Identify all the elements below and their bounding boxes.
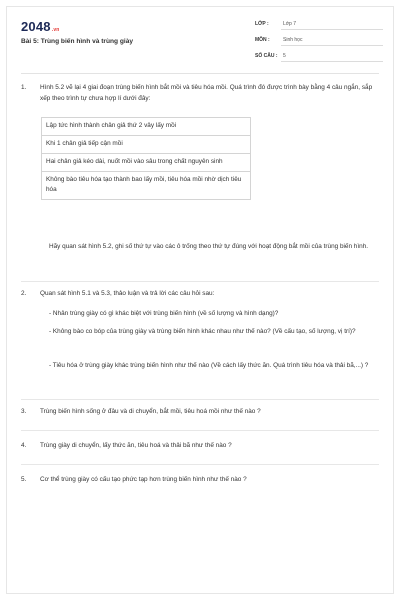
meta-class bbox=[255, 17, 383, 31]
question-2-sub-2: - Không bào co bóp của trùng giày và trùng biến hình khác nhau như thế nào? (Về cấu tạo, số lượng, vị trí)? bbox=[49, 328, 356, 335]
question-number: 5. bbox=[21, 476, 27, 483]
section-divider bbox=[21, 399, 379, 400]
meta-class-underline bbox=[281, 29, 383, 30]
question-1 bbox=[21, 83, 375, 104]
question-2-sub-1: - Nhân trùng giày có gì khác biệt với trùng biến hình (về số lượng và hình dạng)? bbox=[49, 310, 279, 317]
question-text: Trùng biến hình sống ở đâu và di chuyển, bắt mồi, tiêu hoá mồi như thế nào ? bbox=[40, 408, 261, 415]
question-number: 4. bbox=[21, 442, 27, 449]
section-divider bbox=[21, 430, 379, 431]
meta-subject bbox=[255, 33, 383, 47]
meta-class-value: Lớp 7 bbox=[283, 21, 297, 27]
question-2 bbox=[21, 289, 375, 300]
section-divider bbox=[21, 281, 379, 282]
table-row: Khi 1 chân giả tiếp cận mồi bbox=[42, 136, 250, 154]
question-text: Trùng giày di chuyển, lấy thức ăn, tiêu hoá và thải bã như thế nào ? bbox=[40, 442, 232, 449]
meta-subject-underline bbox=[281, 45, 383, 46]
meta-count-underline bbox=[281, 61, 383, 62]
question-number: 3. bbox=[21, 408, 27, 415]
lesson-title: Bài 5: Trùng biến hình và trùng giày bbox=[21, 38, 134, 45]
question-number: 2. bbox=[21, 290, 27, 297]
question-text: Quan sát hình 5.1 và 5.3, thảo luận và trả lời các câu hỏi sau: bbox=[40, 290, 215, 297]
meta-subject-value: Sinh học bbox=[283, 37, 303, 43]
question-text: Hình 5.2 vẽ lại 4 giai đoạn trùng biến hình bắt mồi và tiêu hóa mồi. Quá trình đó được trình bày bằng 4 câu ngắn, sắp xếp theo trình tự chưa hợp lí dưới đây: bbox=[40, 84, 373, 102]
question-4 bbox=[21, 441, 375, 452]
meta-subject-label: MÔN : bbox=[255, 37, 270, 43]
sequence-table bbox=[41, 117, 251, 200]
meta-class-label: LỚP : bbox=[255, 21, 269, 27]
question-1-followup: Hãy quan sát hình 5.2, ghi số thứ tự vào các ô trống theo thứ tự đúng với hoạt động bắt mồi của trùng biến hình. bbox=[49, 243, 369, 250]
meta-count-value: 5 bbox=[283, 53, 286, 59]
worksheet-header bbox=[7, 7, 393, 73]
meta-count bbox=[255, 49, 383, 63]
table-row: Hai chân giả kéo dài, nuốt mồi vào sâu trong chất nguyên sinh bbox=[42, 154, 250, 172]
site-logo[interactable]: 2048.vn bbox=[21, 19, 60, 34]
question-number: 1. bbox=[21, 84, 27, 91]
table-row: Không bào tiêu hóa tạo thành bao lấy mồi, tiêu hóa mồi nhờ dịch tiêu hóa bbox=[46, 176, 242, 193]
question-2-sub-3: - Tiêu hóa ở trùng giày khác trùng biến hình như thế nào (Về cách lấy thức ăn. Quá trình tiêu hóa và thải bã,...) ? bbox=[49, 362, 369, 369]
header-divider bbox=[21, 73, 379, 74]
section-divider bbox=[21, 464, 379, 465]
worksheet-page bbox=[6, 6, 394, 594]
question-text: Cơ thể trùng giày có cấu tạo phức tạp hơn trùng biến hình như thế nào ? bbox=[40, 476, 247, 483]
table-row: Lập tức hình thành chân giả thứ 2 vây lấy mồi bbox=[42, 118, 250, 136]
meta-count-label: SỐ CÂU : bbox=[255, 53, 278, 59]
question-3 bbox=[21, 407, 375, 418]
question-5 bbox=[21, 475, 375, 486]
